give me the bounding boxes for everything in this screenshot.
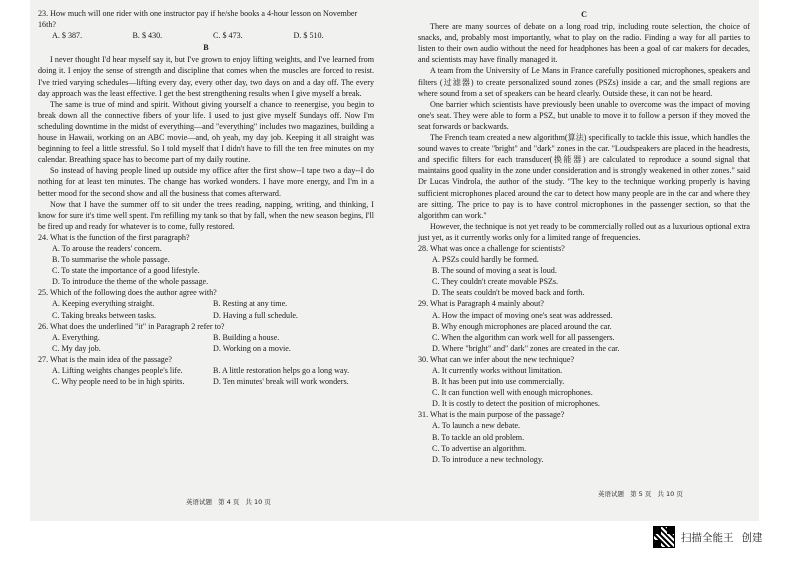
passage-c-paragraph-2: A team from the University of Le Mans in France carefully positioned microphones, speakers and filters (过滤器) to create personalized sound zones (PSZs) inside a car, and the small regions are where sound from a set of speakers can be heard clearly. Outside these, it can not be heard. (418, 66, 750, 98)
question-24-stem: 24. What is the function of the first paragraph? (38, 232, 190, 242)
option: C. To advertise an algorithm. (432, 443, 527, 453)
option: C. To state the importance of a good lifestyle. (52, 266, 200, 276)
left-page (38, 8, 374, 387)
passage-b-paragraph-1: I never thought I'd hear myself say it, but I've grown to enjoy lifting weights, and I've learned from doing it. I enjoy the sense of strength and discipline that comes when the muscles are forced to resist. I've tried varying schedules—lifting every day, every other day, two days on and a day off. The every day approach was the least effective. I get the best strengthening results when I give myself a break. (38, 55, 374, 98)
option: C. My day job. (52, 343, 101, 353)
watermark-brand: 扫描全能王 (681, 531, 734, 544)
option: B. $ 430. (132, 31, 163, 41)
option: B. Resting at any time. (213, 299, 288, 309)
question-24-options (52, 243, 374, 287)
passage-c-paragraph-3: One barrier which scientists have previously been unable to overcome was the impact of moving one's seat. They were able to form a PSZ, but unable to move it to follow a person if they moved the seat forwards or backwards. (418, 99, 750, 131)
option: D. It is costly to detect the position of microphones. (432, 399, 600, 409)
option: B. Why enough microphones are placed around the car. (432, 321, 612, 331)
option: B. To tackle an old problem. (432, 432, 525, 442)
option: B. To summarise the whole passage. (52, 255, 170, 265)
option: C. It can function well with enough microphones. (432, 388, 593, 398)
question-28-stem: 28. What was once a challenge for scientists? (418, 243, 565, 253)
scanner-watermark (653, 526, 771, 548)
option: A. Lifting weights changes people's life. (52, 366, 183, 375)
option: D. Where "bright" and" dark" zones are created in the car. (432, 343, 620, 353)
question-26-options (52, 332, 374, 354)
option: B. Building a house. (213, 332, 280, 342)
question-27-options (52, 365, 374, 387)
watermark-suffix: 创建 (741, 531, 763, 544)
option: A. To arouse the readers' concern. (52, 243, 162, 253)
option: A. How the impact of moving one's seat was addressed. (432, 310, 613, 320)
question-30-options (432, 365, 750, 409)
option: D. $ 510. (293, 31, 324, 41)
option: A. Keeping everything straight. (52, 299, 155, 309)
option: C. They couldn't create movable PSZs. (432, 277, 559, 287)
option: C. When the algorithm can work well for all passengers. (432, 332, 615, 342)
question-25-options (52, 298, 374, 320)
question-27-stem: 27. What is the main idea of the passage? (38, 354, 173, 364)
question-31-options (432, 420, 750, 464)
passage-c-paragraph-4: The French team created a new algorithm(算法) specifically to tackle this issue, which handles the sound waves to create "bright" and "dark" zones in the car. "Loudspeakers are placed in the headrests, and specific filters for each transducer(换能器) are calculated to reproduce a sound signal that maintains good quality in the zone under consideration and is strongly weakened in other zones." said Dr Lucas Vindrola, the author of the study. "The key to the technique working properly is having sufficient microphones placed around the car to detect how many people are in the car and where they are sitting. The price to pay is to have control microphones in the passenger section, so that the algorithm can work." (418, 133, 750, 220)
option: A. Everything. (52, 332, 100, 342)
option: A. $ 387. (52, 31, 83, 41)
option: B. It has been put into use commercially. (432, 377, 565, 387)
option: B. A little restoration helps go a long way. (213, 366, 350, 375)
option: D. Having a full schedule. (213, 310, 298, 320)
option: C. $ 473. (213, 31, 243, 41)
left-page-footer: 英语试题 第 4 页 共 10 页 (186, 498, 271, 506)
option: D. Ten minutes' break will work wonders. (213, 377, 349, 387)
question-23-options (52, 30, 374, 41)
passage-b-paragraph-3: So instead of having people lined up outside my office after the first show--I tape two a day--I do nothing for at least ten minutes. The change has worked wonders. I have more energy, and I'm in a better mood for the second show and all the business that comes afterward. (38, 166, 374, 198)
question-25-stem: 25. Which of the following does the author agree with? (38, 288, 217, 298)
question-29-stem: 29. What is Paragraph 4 mainly about? (418, 299, 544, 309)
question-30-stem: 30. What can we infer about the new technique? (418, 354, 575, 364)
option: D. To introduce the theme of the whole passage. (52, 277, 209, 287)
option: C. Taking breaks between tasks. (52, 310, 157, 320)
option: D. The seats couldn't be moved back and forth. (432, 288, 585, 298)
passage-c-paragraph-1: There are many sources of debate on a long road trip, including route selection, the choice of snacks, and, probably most importantly, what to play on the radio. Finding a way for all parties to listen to their own audio without the need for headphones has been a goal of car makers for decades, and scientists may have finally managed it. (418, 22, 750, 65)
question-31-stem: 31. What is the main purpose of the passage? (418, 410, 565, 420)
passage-b-paragraph-2: The same is true of mind and spirit. Without giving yourself a chance to reenergise, you begin to break down all the connective fibers of your life. I used to just give myself Sundays off. Now I'm scheduling downtime in the midst of everything—and "everything" includes two magazines, building a house in Hawaii, working on an ABC movie—and, oh yeah, my day job. Keeping it all straight was beginning to feel a little stressful. So I told myself that I didn't have to fill the ten free minutes on my calendar. Breathing space has to become part of my daily routine. (38, 99, 374, 165)
section-heading-b: B (203, 43, 209, 53)
question-28-options (432, 254, 750, 298)
qr-code-icon (653, 526, 675, 548)
option: D. Working on a movie. (213, 343, 291, 353)
option: D. To introduce a new technology. (432, 454, 544, 464)
passage-b-paragraph-4: Now that I have the summer off to sit under the trees reading, napping, writing, and thinking, I know for sure it's time well spent. I'm refilling my tank so that by fall, when the new season begins, I'll be fired up and ready for whatever is to come, fully restored. (38, 199, 374, 231)
section-heading-c: C (581, 10, 587, 19)
question-23-stem: 23. How much will one rider with one instructor pay if he/she books a 4-hour lesson on November 16th? (38, 9, 358, 30)
question-29-options (432, 310, 750, 354)
option: B. The sound of moving a seat is loud. (432, 266, 557, 276)
passage-c-paragraph-5: However, the technique is not yet ready to be commercially rolled out as a luxurious optional extra just yet, as it currently works only for a limited range of frequencies. (418, 221, 750, 242)
question-26-stem: 26. What does the underlined "it" in Paragraph 2 refer to? (38, 321, 225, 331)
right-page-footer: 英语试题 第 5 页 共 10 页 (598, 490, 683, 498)
option: A. To launch a new debate. (432, 421, 521, 431)
option: A. PSZs could hardly be formed. (432, 255, 539, 265)
right-page (418, 8, 750, 465)
option: C. Why people need to be in high spirits. (52, 377, 185, 387)
option: A. It currently works without limitation. (432, 366, 563, 375)
